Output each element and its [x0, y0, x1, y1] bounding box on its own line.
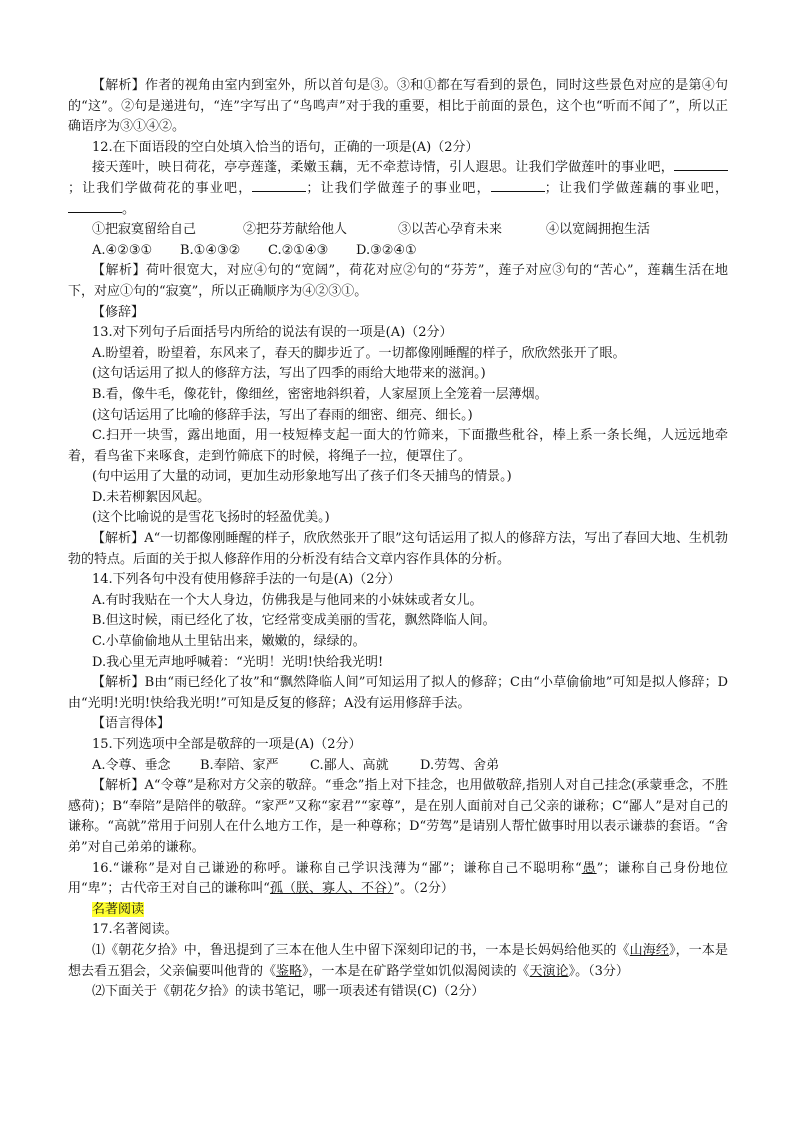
- answer-17-1: 山海经: [629, 942, 670, 958]
- analysis-q12: 【解析】荷叶很宽大，对应④句的“宽阔”，荷花对应②句的“芬芳”，莲子对应③句的“苦心”，莲藕生活在地下，对应①句的“寂寞”，所以正确顺序为④②③①。: [68, 263, 728, 299]
- option-d: D.劳驾、舍弟: [420, 757, 500, 773]
- q14-option-b: B.但这时候，雨已经化了妆，它经常变成美丽的雪花，飘然降临人间。: [92, 613, 496, 629]
- analysis-q15: 【解析】A“令尊”是称对方父亲的敬辞。“垂念”指上对下挂念，也用做敬辞,指别人对自己挂念(承蒙垂念，不胜感荷)；B“奉陪”是陪伴的敬辞。“家严”又称“家君”“家尊”，是在别人面前对自己父亲的谦称；C“鄙人”是对自己的谦称。“高就”常用于问别人在什么地方工作，是一种尊称；D“劳驾”是请别人帮忙做事时用以表示谦恭的套语。“舍弟”对自己弟弟的谦称。: [68, 778, 728, 855]
- sentence-1: ①把寂寞留给自己: [92, 222, 197, 238]
- question-15: 15.下列选项中全部是敬辞的一项是(A)（2分）: [92, 737, 362, 752]
- option-b: B.奉陪、家严: [200, 757, 279, 773]
- answer-17-3: 天演论: [529, 963, 569, 979]
- question-12-passage: 接天莲叶，映日荷花，亭亭莲蓬，柔嫩玉藕，无不牵惹诗情，引人遐思。让我们学做莲叶的事业吧，；让我们学做荷花的事业吧， ；让我们学做莲子的事业吧， ；让我们学做莲藕的事业吧，。: [68, 160, 728, 217]
- option-c: C.鄙人、高就: [310, 757, 389, 773]
- sentence-4: ④以宽阔拥抱生活: [546, 222, 651, 238]
- question-12-options: [68, 241, 728, 262]
- answer-16-1: 愚: [581, 860, 597, 876]
- analysis-q13: 【解析】A“一切都像刚睡醒的样子，欣欣然张开了眼”这句话运用了拟人的修辞方法，写出了春回大地、生机勃勃的特点。后面的关于拟人修辞作用的分析没有结合文章内容作具体的分析。: [68, 531, 728, 567]
- option-b: B.①④③②: [180, 242, 241, 258]
- option-a: A.④②③①: [92, 242, 153, 258]
- q13-option-b: B.看，像牛毛，像花针，像细丝，密密地斜织着，人家屋顶上全笼着一层薄烟。: [92, 386, 548, 402]
- option-d: D.③②④①: [356, 242, 417, 258]
- question-12-sentences: [68, 220, 728, 241]
- sentence-3: ③以苦心孕育未来: [398, 222, 503, 238]
- blank: [68, 200, 122, 213]
- option-a: A.令尊、垂念: [92, 757, 171, 773]
- answer-17-2: 鉴略: [276, 963, 303, 979]
- question-12: 12.在下面语段的空白处填入恰当的语句，正确的一项是(A)（2分）: [92, 139, 479, 155]
- q13-option-c-note: (句中运用了大量的动词，更加生动形象地写出了孩子们冬天捕鸟的情景。): [92, 469, 512, 485]
- section-classics: [68, 900, 728, 921]
- sentence-2: ②把芬芳献给他人: [243, 222, 348, 238]
- question-16: 16.“谦称”是对自己谦逊的称呼。谦称自己学识浅薄为“鄙”；谦称自己不聪明称“愚”；谦称自己身份地位用“卑”；古代帝王对自己的谦称叫“孤（朕、寡人、不谷）”。（2分）: [68, 860, 728, 897]
- section-classics-label: 名著阅读: [92, 901, 145, 917]
- q13-option-a: A.盼望着，盼望着，东风来了，春天的脚步近了。一切都像刚睡醒的样子，欣欣然张开了眼。: [92, 345, 626, 361]
- question-17-1: ⑴《朝花夕拾》中，鲁迅提到了三本在他人生中留下深刻印记的书，一本是长妈妈给他买的《山海经》，一本是想去看五猖会，父亲偏要叫他背的《鉴略》，一本是在矿路学堂如饥似渴阅读的《天演论》。（3分）: [68, 942, 728, 979]
- section-language: 【语言得体】: [92, 716, 171, 732]
- question-17-2: ⑵下面关于《朝花夕拾》的读书笔记，哪一项表述有错误(C)（2分）: [92, 984, 485, 1000]
- q13-option-d: D.未若柳絮因风起。: [92, 489, 211, 505]
- option-c: C.②①④③: [268, 242, 329, 258]
- q14-option-d: D.我心里无声地呼喊着：“光明！光明!快给我光明!: [92, 654, 384, 670]
- question-17: 17.名著阅读。: [92, 922, 178, 938]
- question-15-options: [68, 756, 728, 777]
- q13-option-d-note: (这个比喻说的是雪花飞扬时的轻盈优美。): [92, 510, 330, 526]
- q14-option-c: C.小草偷偷地从土里钻出来，嫩嫩的，绿绿的。: [92, 634, 366, 650]
- answer-16-2: 孤（朕、寡人、不谷）: [269, 881, 394, 897]
- question-14: 14.下列各句中没有使用修辞手法的一句是(A)（2分）: [92, 572, 401, 588]
- question-13: 13.对下列句子后面括号内所给的说法有误的一项是(A)（2分）: [92, 325, 453, 341]
- section-rhetoric: 【修辞】: [92, 304, 145, 320]
- document-page: [68, 76, 728, 1003]
- analysis-q11: 【解析】作者的视角由室内到室外，所以首句是③。③和①都在写看到的景色，同时这些景色对应的是第④句的“这”。②句是递进句，“连”字写出了“鸟鸣声”对于我的重要，相比于前面的景色，这个也“听而不闻了”，所以正确语序为③①④②。: [68, 78, 728, 135]
- q13-option-b-note: (这句话运用了比喻的修辞手法，写出了春雨的细密、细亮、细长。): [92, 407, 473, 423]
- q14-option-a: A.有时我贴在一个大人身边，仿佛我是与他同来的小妹妹或者女儿。: [92, 592, 483, 608]
- q13-option-c: C.扫开一块雪，露出地面，用一枝短棒支起一面大的竹筛来，下面撒些秕谷，棒上系一条长绳，人远远地牵着，看鸟雀下来啄食，走到竹筛底下的时候，将绳子一拉，便罩住了。: [68, 428, 728, 464]
- blank: [491, 179, 545, 192]
- analysis-q14: 【解析】B由“雨已经化了妆”和“飘然降临人间”可知运用了拟人的修辞；C由“小草偷偷地”可知是拟人修辞；D由“光明!光明!快给我光明!”可知是反复的修辞；A没有运用修辞手法。: [68, 675, 728, 711]
- blank: [252, 179, 306, 192]
- q13-option-a-note: (这句话运用了拟人的修辞方法，写出了四季的雨给大地带来的滋润。): [92, 366, 486, 382]
- blank: [674, 158, 728, 171]
